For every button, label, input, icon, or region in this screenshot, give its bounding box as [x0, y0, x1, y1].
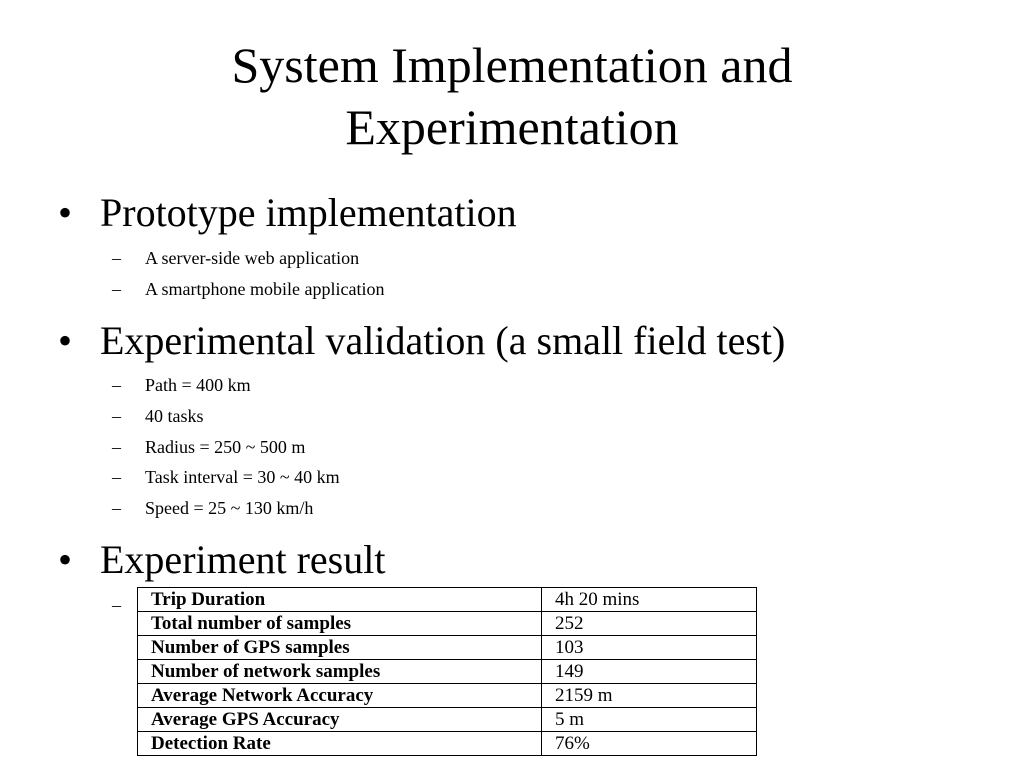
row-value: 76% — [542, 732, 757, 756]
bullet-text: Experimental validation (a small field test) — [100, 318, 786, 363]
row-value: 2159 m — [542, 684, 757, 708]
dash-icon: – — [112, 595, 121, 615]
dash-icon: – — [112, 279, 121, 299]
row-label: Average GPS Accuracy — [138, 708, 542, 732]
row-value: 149 — [542, 660, 757, 684]
dash-icon: – — [112, 248, 121, 268]
table-row — [138, 732, 757, 756]
row-label: Detection Rate — [138, 732, 542, 756]
sub-bullet-path — [112, 374, 251, 396]
experiment-results-table — [137, 587, 757, 756]
sub-bullet-mobile-app — [112, 278, 384, 300]
row-value: 4h 20 mins — [542, 588, 757, 612]
bullet-dot-icon: • — [58, 318, 73, 363]
table-row — [138, 588, 757, 612]
bullet-dot-icon: • — [58, 190, 73, 235]
row-label: Total number of samples — [138, 612, 542, 636]
sub-bullet-tasks — [112, 405, 204, 427]
slide-title-line-2: Experimentation — [345, 99, 679, 155]
table-row — [138, 708, 757, 732]
dash-icon: – — [112, 498, 121, 518]
sub-bullet-text: A smartphone mobile application — [145, 279, 385, 299]
row-value: 5 m — [542, 708, 757, 732]
row-value: 252 — [542, 612, 757, 636]
sub-bullet-radius — [112, 436, 305, 458]
slide-title-line-1: System Implementation and — [231, 37, 793, 93]
sub-bullet-speed — [112, 497, 313, 519]
table-row — [138, 612, 757, 636]
row-value: 103 — [542, 636, 757, 660]
sub-bullet-text: A server-side web application — [145, 248, 360, 268]
bullet-experimental-validation — [58, 318, 785, 364]
bullet-text: Prototype implementation — [100, 190, 517, 235]
table-row — [138, 636, 757, 660]
row-label: Number of network samples — [138, 660, 542, 684]
row-label: Number of GPS samples — [138, 636, 542, 660]
bullet-text: Experiment result — [100, 537, 386, 582]
sub-bullet-task-interval — [112, 466, 340, 488]
dash-icon: – — [112, 406, 121, 426]
bullet-experiment-result — [58, 537, 385, 583]
sub-bullet-text: Radius = 250 ~ 500 m — [145, 437, 306, 457]
dash-icon: – — [112, 375, 121, 395]
row-label: Trip Duration — [138, 588, 542, 612]
table-row — [138, 660, 757, 684]
sub-bullet-text: Speed = 25 ~ 130 km/h — [145, 498, 314, 518]
sub-bullet-server-app — [112, 247, 359, 269]
row-label: Average Network Accuracy — [138, 684, 542, 708]
dash-icon: – — [112, 437, 121, 457]
sub-bullet-text: 40 tasks — [145, 406, 204, 426]
sub-bullet-text: Path = 400 km — [145, 375, 251, 395]
bullet-dot-icon: • — [58, 537, 73, 582]
sub-bullet-text: Task interval = 30 ~ 40 km — [145, 467, 340, 487]
slide-title — [0, 34, 1024, 158]
dash-icon: – — [112, 467, 121, 487]
table-row — [138, 684, 757, 708]
bullet-prototype-implementation — [58, 190, 517, 236]
